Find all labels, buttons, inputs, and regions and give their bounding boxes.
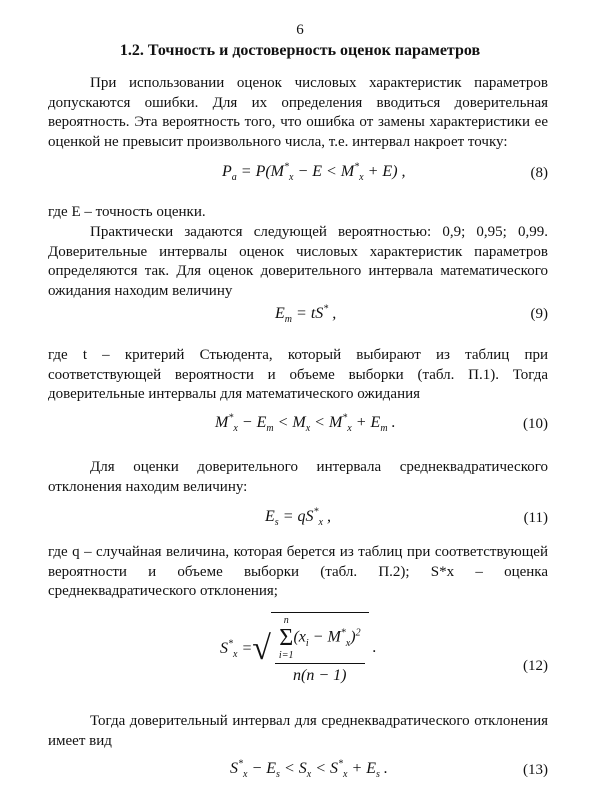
- paragraph-random-value: где q – случайная величина, которая берется из таблиц при соответствующей вероятности и объеме выборки (табл. П.2); S*x – оценка среднеквадратического отклонения;: [48, 544, 548, 599]
- paragraph-std-interval: Для оценки доверительного интервала среднеквадратического отклонения находим величину:: [48, 459, 548, 495]
- paragraph-intro: При использовании оценок числовых характеристик параметров допускаются ошибки. Для их определения вводиться доверительная вероятность. Эта вероятность того, что ошибка от замены характеристики ее оценкой не превысит произвольного числа, т.е. интервал накроет точку:: [48, 75, 548, 150]
- equation-number-11: (11): [523, 510, 548, 526]
- equation-number-10: (10): [523, 416, 548, 432]
- page-number: 6: [296, 22, 304, 38]
- paragraph-probability: Практически задаются следующей вероятностью: 0,9; 0,95; 0,99. Доверительные интервалы оценок числовых характеристик параметров определяются так. Для оценок доверительного интервала математического ожидания находим величину: [48, 224, 548, 299]
- formula-10: $M^*_x - E_m < M_x < M^*_x + E_m$ .: [215, 412, 396, 435]
- formula-12: $S^*_x$ =√ n Σ i=1 $(x_i - M^*_x)^2$ n(n − 1) .: [220, 612, 377, 685]
- formula-8: $P_a = P(M^*_x - E < M^*_x + E)$ ,: [222, 161, 406, 184]
- paragraph-student: где t – критерий Стьюдента, который выбирают из таблиц при соответствующей вероятности и объеме выборки (табл. П.1). Тогда доверительные интервалы для математического ожидания: [48, 347, 548, 402]
- equation-number-12: (12): [523, 658, 548, 674]
- paragraph-accuracy: где E – точность оценки.: [48, 204, 206, 220]
- formula-13: $S^*_x - E_s < S_x < S^*_x + E_s$ .: [230, 758, 388, 781]
- paragraph-std-form: Тогда доверительный интервал для среднеквадратического отклонения имеет вид: [48, 713, 548, 749]
- section-title: 1.2. Точность и достоверность оценок параметров: [119, 42, 481, 59]
- equation-number-13: (13): [523, 762, 548, 778]
- equation-number-9: (9): [530, 306, 548, 322]
- formula-11: $E_s = qS^*_x$ ,: [265, 506, 331, 529]
- equation-number-8: (8): [530, 165, 548, 181]
- formula-9: $E_m = tS^*$ ,: [275, 303, 337, 326]
